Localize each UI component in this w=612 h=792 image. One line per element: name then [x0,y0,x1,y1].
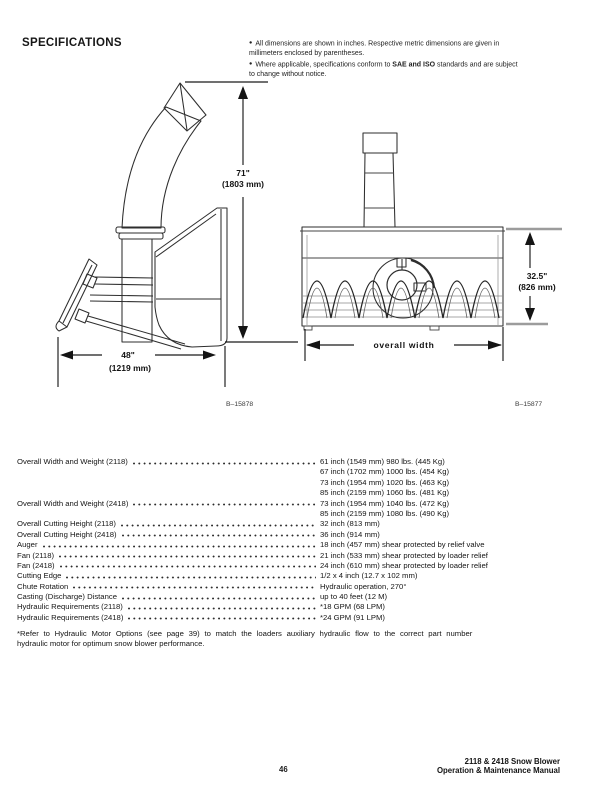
spec-row [17,488,563,498]
front-view-figure [290,128,580,363]
arrow-down-icon [238,326,248,339]
dot-leader [60,565,316,568]
note-text: millimeters enclosed by parentheses. [249,49,365,57]
footer-line: 2118 & 2418 Snow Blower [464,757,560,766]
note-text: Where applicable, specifications conform to [255,61,393,69]
spec-label: Casting (Discharge) Distance [17,592,117,602]
spec-label: Hydraulic Requirements (2118) [17,602,123,612]
spec-row [17,613,563,623]
spec-value: 73 inch (1954 mm) 1040 lbs. (472 Kg) [320,498,450,508]
figure-id: B–15877 [515,401,543,408]
spec-value: 36 inch (914 mm) [320,529,380,539]
footnote [17,629,563,649]
footer-line: Operation & Maintenance Manual [436,766,560,776]
spec-row [17,457,563,467]
spec-label: Fan (2418) [17,560,55,570]
spec-row [17,592,563,602]
note-text: All dimensions are shown in inches. Respective metric dimensions are given in [255,40,500,48]
height-dimension [506,229,562,324]
spec-row [17,519,563,529]
arrow-right-icon [488,341,502,350]
spec-value: *24 GPM (91 LPM) [320,612,385,622]
footnote-line: hydraulic motor for optimum snow blower performance. [17,639,205,648]
spec-label: Overall Width and Weight (2118) [17,457,128,466]
spec-row [17,602,563,612]
spec-value: 21 inch (533 mm) shear protected by loader relief [320,550,488,560]
spec-row [17,478,563,488]
spec-row [17,467,563,477]
arrow-left-icon [60,351,73,360]
note-text-bold: SAE and ISO [392,61,436,69]
dot-leader [122,597,316,600]
spec-row [17,551,563,561]
overall-width-dimension [305,327,503,361]
spec-value: 85 inch (2159 mm) 1060 lbs. (481 Kg) [320,488,450,498]
spec-label: Overall Cutting Height (2418) [17,529,117,539]
spec-row [17,509,563,519]
spec-label: Overall Cutting Height (2118) [17,519,116,529]
dot-leader [122,534,316,537]
spec-row [17,499,563,509]
page-title: SPECIFICATIONS [22,37,122,49]
spec-value: 73 inch (1954 mm) 1020 lbs. (463 Kg) [320,477,450,487]
front-height-metric: (826 mm) [518,282,556,292]
spec-value: 67 inch (1702 mm) 1000 lbs. (454 Kg) [320,467,450,477]
spec-value: 61 inch (1549 mm) 980 lbs. (445 Kg) [320,457,445,466]
spec-value: up to 40 feet (12 M) [320,592,388,602]
spec-value: *18 GPM (68 LPM) [320,602,385,612]
dot-leader [66,576,316,579]
dot-leader [22,485,316,488]
spec-row [17,540,563,550]
spec-label: Overall Width and Weight (2418) [17,498,129,508]
spec-value: 85 inch (2159 mm) 1080 lbs. (490 Kg) [320,508,450,518]
side-width-value: 48" [121,350,135,360]
spec-label: Chute Rotation [17,581,69,591]
arrow-right-icon [203,351,216,360]
spec-value: 18 inch (457 mm) shear protected by relief valve [320,540,485,550]
note-text: standards and are subject [435,61,518,69]
height-dimension [185,82,298,342]
side-width-metric: (1219 mm) [108,363,152,373]
spec-row [17,530,563,540]
chute-stub [363,133,397,227]
spec-row [17,582,563,592]
note-dimensions [249,39,555,58]
arrow-up-icon [238,86,248,99]
dot-leader [43,545,316,548]
spec-label: Auger [17,540,38,550]
dot-leader [22,474,316,477]
footnote-line: *Refer to Hydraulic Motor Options (see page 39) to match the loaders auxiliary hydraulic flow to the correct part number [17,629,473,638]
side-height-metric: (1803 mm) [221,179,265,189]
note-text: to change without notice. [249,71,327,79]
arrow-down-icon [525,308,535,321]
dot-leader [128,607,316,610]
impeller [373,258,434,318]
front-height-value: 32.5" [526,271,548,281]
width-dimension [58,337,225,387]
spec-label: Fan (2118) [17,550,55,560]
spec-row [17,571,563,581]
spec-value: Hydraulic operation, 270° [320,581,407,591]
spec-label: Cutting Edge [17,571,62,581]
dot-leader [73,586,316,589]
arrow-left-icon [306,341,320,350]
spec-label: Hydraulic Requirements (2418) [17,612,124,622]
chute-side-drawing [56,83,227,349]
footer-manual-title [437,757,560,775]
figure-id: B–15878 [226,401,254,408]
spec-value: 24 inch (610 mm) shear protected by loader relief [320,560,488,570]
spec-row [17,561,563,571]
dot-leader [133,462,316,465]
spec-value: 32 inch (813 mm) [320,519,380,529]
overall-width-label: overall width [373,340,435,350]
page-number: 46 [279,765,288,774]
dot-leader [133,503,316,506]
dot-leader [121,524,316,527]
arrow-up-icon [525,232,535,245]
side-height-value: 71" [236,168,250,178]
dot-leader [128,617,316,620]
side-view-figure [40,75,305,390]
spec-table [17,457,563,623]
spec-value: 1/2 x 4 inch (12.7 x 102 mm) [320,571,418,581]
dot-leader [59,555,316,558]
